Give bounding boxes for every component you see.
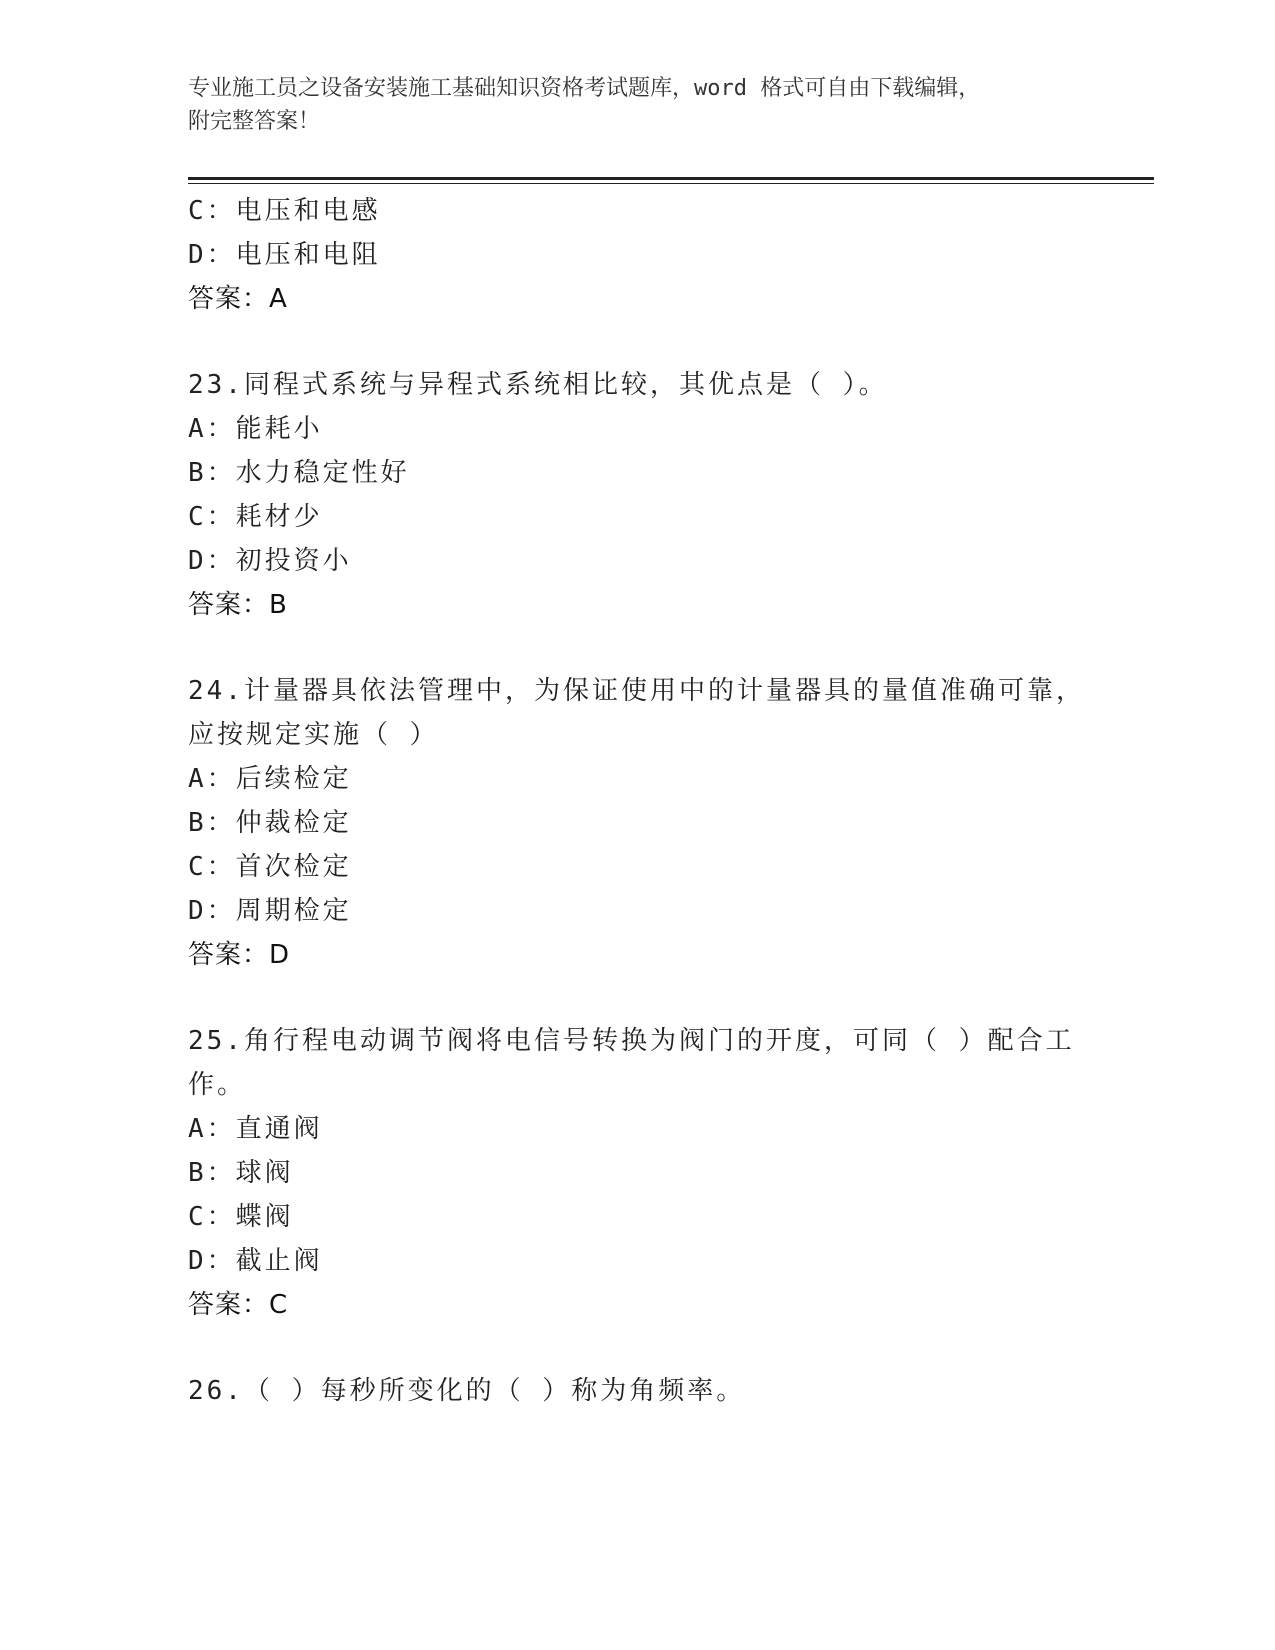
header-line-2: 附完整答案！: [188, 109, 321, 134]
question-24-text-cont: 应按规定实施（ ）: [188, 720, 439, 750]
question-25-text: 25.角行程电动调节阀将电信号转换为阀门的开度，可同（ ）配合工: [188, 1026, 1075, 1056]
option-c: C：电压和电感: [188, 196, 381, 226]
page-header: [188, 72, 1068, 138]
answer-line: 答案：A: [188, 284, 288, 314]
question-26-text: 26.（ ）每秒所变化的（ ）称为角频率。: [188, 1376, 746, 1406]
option-d: D：初投资小: [188, 546, 352, 576]
option-a: A：能耗小: [188, 414, 323, 444]
option-c: C：蝶阀: [188, 1202, 294, 1232]
question-23-text: 23.同程式系统与异程式系统相比较，其优点是（ ）。: [188, 370, 888, 400]
header-line-1: 专业施工员之设备安装施工基础知识资格考试题库，word 格式可自由下载编辑，: [188, 76, 981, 101]
answer-line: 答案：B: [188, 590, 288, 620]
option-c: C：首次检定: [188, 852, 352, 882]
option-a: A：直通阀: [188, 1114, 323, 1144]
option-b: B：球阀: [188, 1158, 294, 1188]
option-d: D：周期检定: [188, 896, 352, 926]
option-c: C：耗材少: [188, 502, 323, 532]
header-divider-thin: [188, 183, 1154, 184]
answer-line: 答案：C: [188, 1290, 289, 1320]
answer-line: 答案：D: [188, 940, 291, 970]
option-b: B：仲裁检定: [188, 808, 352, 838]
header-divider: [188, 177, 1154, 180]
option-b: B：水力稳定性好: [188, 458, 410, 488]
question-25-text-cont: 作。: [188, 1070, 247, 1100]
option-d: D：截止阀: [188, 1246, 323, 1276]
option-a: A：后续检定: [188, 764, 352, 794]
question-24-text: 24.计量器具依法管理中，为保证使用中的计量器具的量值准确可靠，: [188, 676, 1085, 706]
option-d: D：电压和电阻: [188, 240, 381, 270]
